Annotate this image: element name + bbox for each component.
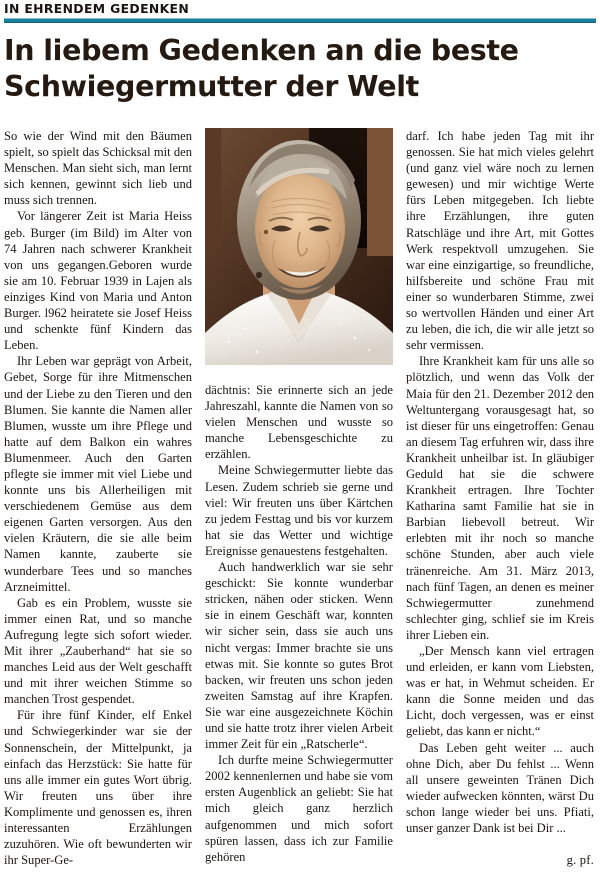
- column-3-text: [406, 128, 594, 868]
- header-rule: [4, 18, 596, 23]
- article-column-3: [406, 128, 594, 887]
- paragraph: Ich durfte meine Schwiegermutter 2002 kennenlernen und habe sie vom ersten Augenblick an geliebt: Sie hat mich gleich ganz herzlich aufgenommen und mich sofort spüren lassen, dass ich zur Familie gehören: [205, 753, 393, 864]
- paragraph: Das Leben geht weiter ... auch ohne Dich, aber Du fehlst ... Wenn all unsere geweinten Tränen Dich wieder aufwecken könnten, wärst Du schon lange wieder bei uns. Pfiati, unser ganzer Dank ist bei Dir ...: [406, 740, 594, 836]
- paragraph: Gab es ein Problem, wusste sie immer einen Rat, und so manche Aufregung legte sich sofort wieder. Mit ihrer „Zauberhand“ hat sie so manches Leid aus der Welt geschafft und mit ihrer weichen Stimme so manchen Trost gespendet.: [4, 595, 192, 707]
- paragraph: Auch handwerklich war sie sehr geschickt: Sie konnte wunderbar stricken, nähen oder sticken. Wenn sie in einem Geschäft war, konnten wir sicher sein, dass sie auch uns nicht vergas: Immer brachte sie uns etwas mit. Sie konnte so gutes Brot backen, wir freuten uns schon jeden zweiten Samstag auf ihre Krapfen. Sie war eine ausgezeichnete Köchin und sie hatte trotz ihrer vielen Arbeit immer Zeit für ein „Ratscherle“.: [205, 560, 393, 752]
- author-signature: g. pf.: [566, 853, 594, 868]
- paragraph: Vor längerer Zeit ist Maria Heiss geb. Burger (im Bild) im Alter von 74 Jahren nach schwerer Krankheit von uns gegangen.Geboren wurde sie am 10. Februar 1939 in Lajen als einziges Kind von Maria und Anton Burger. l962 heiratete sie Josef Heiss und schenkte fünf Kindern das Leben.: [4, 209, 192, 353]
- portrait-photo: [205, 128, 393, 365]
- headline-line-1: In liebem Gedenken an die beste: [4, 34, 519, 67]
- paragraph: Ihr Leben war geprägt von Arbeit, Gebet, Sorge für ihre Mitmenschen und der Liebe zu den Tieren und den Blumen. Sie kannte die Namen aller Blumen, wusste um ihre Pflege und hatte auf dem Balkon ein wahres Blumenmeer. Auch den Garten pflegte sie immer mit viel Liebe und konnte uns bis Allerheiligen mit verschiedenem Gemüse aus dem eigenen Garten versorgen. Aus den vielen Kräutern, die sie alle beim Namen kannte, zauberte sie wunderbare Tees und so manches Arzneimittel.: [4, 354, 192, 594]
- paragraph: darf. Ich habe jeden Tag mit ihr genossen. Sie hat mich vieles gelehrt (und ganz viel wäre noch zu lernen gewesen) und mir wichtige Werte fürs Leben mitgegeben. Ich liebte ihre Erzählungen, ihre guten Ratschläge und ihre Art, mit Gottes Werk respektvoll umzugehen. Sie war eine einzigartige, so freundliche, hilfsbereite und schöne Frau mit einer so wunderbaren Stimme, zwei so wertvollen Händen und einer Art zu leben, die ich, die wir alle jetzt so sehr vermissen.: [406, 129, 594, 353]
- paragraph: Ihre Krankheit kam für uns alle so plötzlich, und wenn das Volk der Maia für den 21. Dezember 2012 den Weltuntergang vorausgesagt hat, so ist dieser für uns eingetroffen: Genau an diesem Tag erfuhren wir, dass ihre Krankheit unheilbar ist. In gläubiger Geduld hat sie die schwere Krankheit ertragen. Ihre Tochter Katharina samt Familie hat sie in Barbian liebevoll betreut. Wir erlebten mit ihr noch so manche schöne Stunden, aber auch viele tränenreiche. Am 31. März 2013, nach fünf Tagen, an denen es meiner Schwiegermutter zunehmend schlechter ging, schlief sie im Kreis ihrer Lieben ein.: [406, 354, 594, 642]
- paragraph: Meine Schwiegermutter liebte das Lesen. Zudem schrieb sie gerne und viel: Wir freuten uns über Kärtchen zu jedem Festtag und bis vor kurzem hat sie das Wetter und wichtige Ereignisse genauestens festgehalten.: [205, 463, 393, 558]
- paragraph: dächtnis: Sie erinnerte sich an jede Jahreszahl, kannte die Namen von so vielen Menschen und wusste so manche Lebensgeschichte zu erzählen.: [205, 383, 393, 462]
- article-column-1: [4, 128, 192, 887]
- portrait-photo-graphic: [205, 128, 393, 365]
- article-columns: [4, 128, 596, 887]
- article-column-2: [205, 128, 393, 887]
- paragraph: Für ihre fünf Kinder, elf Enkel und Schwiegerkinder war sie der Sonnenschein, der Mittelpunkt, ja einfach das Herzstück: Sie hatte für uns alle immer ein gutes Wort übrig. Wir freuten uns über ihre Komplimente und genossen es, ihren interessanten Erzählungen zuzuhören. Wie oft bewunderten wir ihr Super-Ge-: [4, 708, 192, 868]
- column-1-text: [4, 128, 192, 868]
- headline-line-2: Schwiegermutter der Welt: [4, 70, 419, 103]
- paragraph: So wie der Wind mit den Bäumen spielt, so spielt das Schicksal mit den Menschen. Man sieht sich, man lernt sich kennen, gewinnt sich lieb und muss sich trennen.: [4, 129, 192, 208]
- section-kicker: IN EHRENDEM GEDENKEN: [4, 1, 190, 16]
- column-2-text: [205, 382, 393, 865]
- page-title: [4, 33, 596, 105]
- paragraph: „Der Mensch kann viel ertragen und erleiden, er kann vom Liebsten, was er hat, in Wehmut scheiden. Er kann die Sonne meiden und das Licht, doch vergessen, was er einst geliebt, das kann er nicht.“: [406, 644, 594, 739]
- section-header: [4, 0, 596, 23]
